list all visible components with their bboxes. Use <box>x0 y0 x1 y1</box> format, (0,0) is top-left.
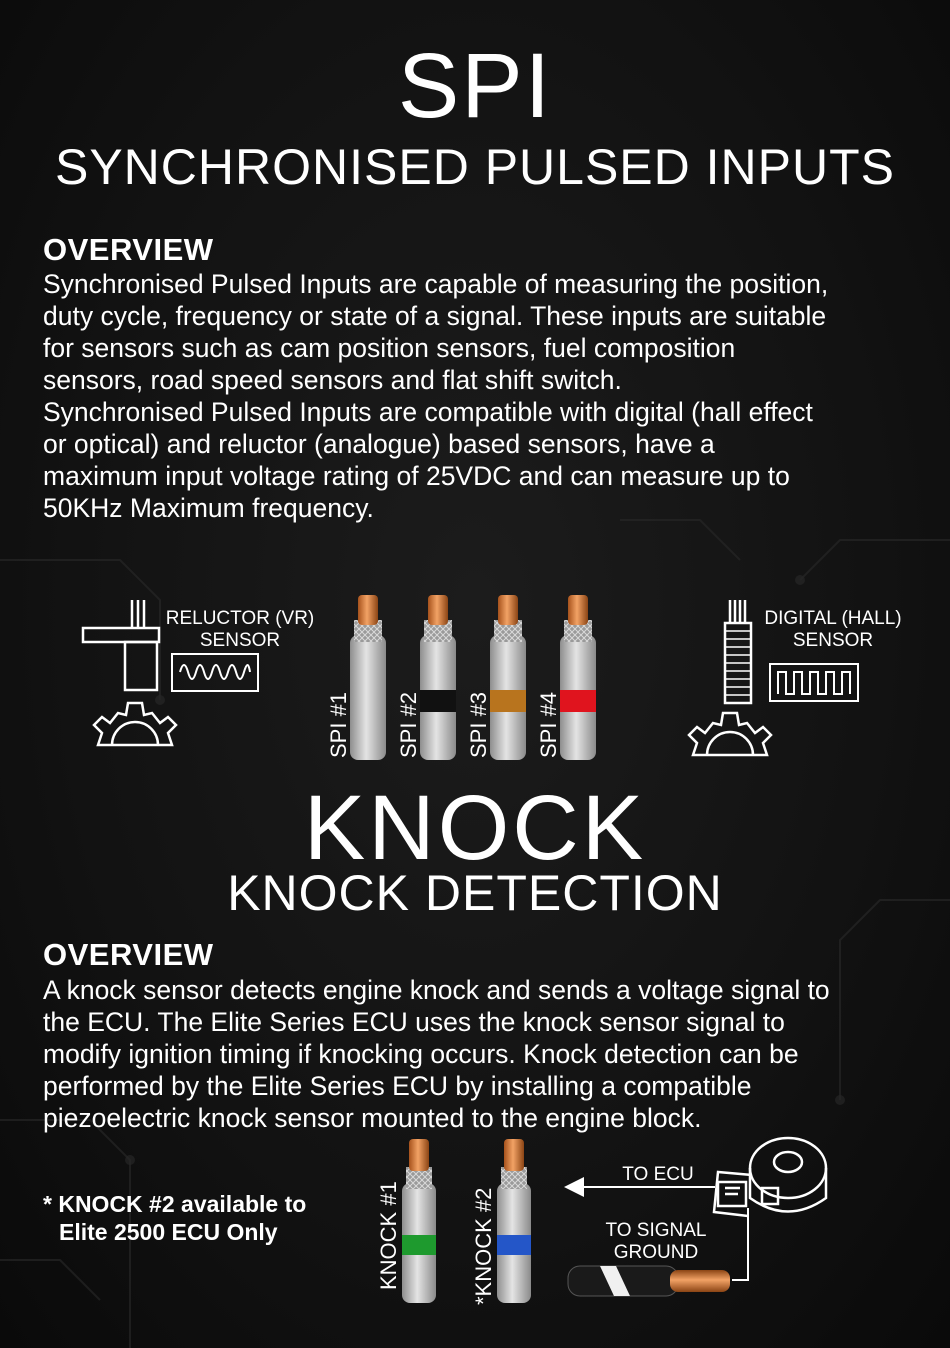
knock-title: KNOCK <box>303 777 647 879</box>
spi-overview-heading: OVERVIEW <box>43 232 214 267</box>
knock-overview-heading: OVERVIEW <box>43 937 214 972</box>
analog-wave-icon <box>170 652 260 694</box>
spi-overview-line: sensors, road speed sensors and flat shift switch. <box>43 365 622 395</box>
spi-subtitle: SYNCHRONISED PULSED INPUTS <box>54 139 896 195</box>
spi-wire-label-2: SPI #2 <box>396 691 421 758</box>
spi-wire-2 <box>420 595 456 760</box>
knock-wires-graphic <box>365 1135 550 1307</box>
knock-sensor-icon <box>714 1138 826 1216</box>
knock-wire-label-1: KNOCK #1 <box>376 1181 401 1290</box>
hall-label-line: DIGITAL (HALL) <box>764 608 902 629</box>
spi-overview-line: duty cycle, frequency or state of a signal. These inputs are suitable <box>43 301 827 331</box>
knock-wire-label-2: *KNOCK #2 <box>471 1187 496 1305</box>
reluctor-label-line: SENSOR <box>199 630 281 651</box>
knock-footnote <box>43 1190 306 1246</box>
knock-footnote-line: * KNOCK #2 available to <box>43 1191 307 1217</box>
to-ecu-label: TO ECU <box>622 1164 694 1185</box>
reluctor-label-line: RELUCTOR (VR) <box>165 608 315 629</box>
knock-overview-line: A knock sensor detects engine knock and sends a voltage signal to <box>43 975 830 1005</box>
spi-overview-line: Synchronised Pulsed Inputs are capable of measuring the position, <box>43 269 829 299</box>
ground-cable-icon <box>568 1266 730 1296</box>
knock-subtitle: KNOCK DETECTION <box>227 865 723 921</box>
knock-sensor-diagram <box>560 1120 840 1310</box>
spi-overview-line: 50KHz Maximum frequency. <box>43 493 374 523</box>
spi-wire-3 <box>490 595 526 760</box>
knock-overview-line: the ECU. The Elite Series ECU uses the knock sensor signal to <box>43 1007 785 1037</box>
to-ground-label-line: TO SIGNAL <box>605 1220 707 1241</box>
knock-footnote-line: Elite 2500 ECU Only <box>59 1219 278 1245</box>
to-ground-line <box>732 1208 748 1280</box>
spi-overview-line: for sensors such as cam position sensors, fuel composition <box>43 333 736 363</box>
spi-wires-graphic <box>320 590 610 765</box>
spi-title: SPI <box>397 35 553 137</box>
hall-label <box>752 608 914 652</box>
to-ecu-arrow-icon <box>564 1177 584 1197</box>
knock-overview-line: performed by the Elite Series ECU by installing a compatible <box>43 1071 752 1101</box>
to-ground-label-line: GROUND <box>613 1242 699 1263</box>
knock-overview-line: piezoelectric knock sensor mounted to the engine block. <box>43 1103 702 1133</box>
spi-wire-label-1: SPI #1 <box>326 691 351 758</box>
spi-wire-1 <box>350 595 386 760</box>
digital-wave-icon <box>768 662 860 704</box>
spi-wire-label-3: SPI #3 <box>466 691 491 758</box>
spi-overview-line: Synchronised Pulsed Inputs are compatible with digital (hall effect <box>43 397 813 427</box>
knock-overview-text <box>43 974 923 1134</box>
knock-overview-line: modify ignition timing if knocking occurs. Knock detection can be <box>43 1039 799 1069</box>
spi-wire-4 <box>560 595 596 760</box>
reluctor-label <box>160 608 320 652</box>
spi-overview-line: or optical) and reluctor (analogue) based sensors, have a <box>43 429 715 459</box>
spi-wire-label-4: SPI #4 <box>536 691 561 758</box>
knock-wire-1 <box>402 1139 436 1303</box>
spi-overview-text <box>43 268 923 524</box>
spi-overview-line: maximum input voltage rating of 25VDC and can measure up to <box>43 461 790 491</box>
knock-wire-2 <box>497 1139 531 1303</box>
hall-label-line: SENSOR <box>792 630 874 651</box>
